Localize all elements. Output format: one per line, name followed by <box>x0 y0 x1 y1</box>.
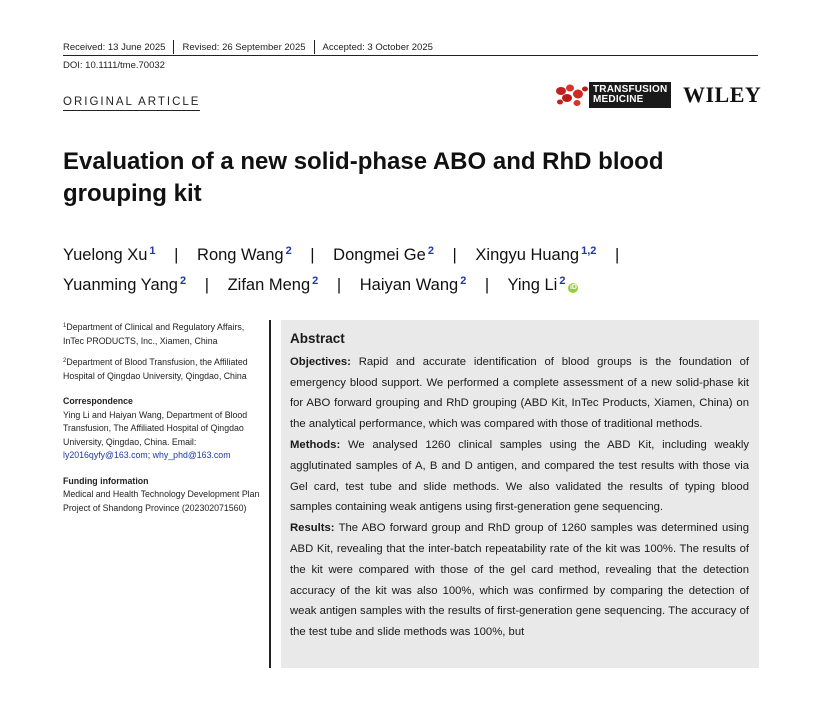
blood-cells-icon <box>555 82 589 108</box>
journal-logo-text: TRANSFUSION MEDICINE <box>589 82 671 108</box>
abstract-results: Results: The ABO forward group and RhD group of 1260 samples was determined using ABD Kit, revealing that the inter-batch repeatability rate of the kit was 100%. The results of the kit were compared with those of the gel card method, revealing that the detection accuracy of the kit was also 100%, which was confirmed by comparing the detection of weak antigen samples with the results of first-generation gene sequencing. The accuracy of the test tube and slide methods was 100%, but <box>290 522 750 639</box>
orcid-icon[interactable]: iD <box>569 284 577 291</box>
author[interactable]: Rong Wang $^2$ <box>197 245 292 264</box>
journal-logo <box>555 82 671 108</box>
author-separator: | <box>204 276 209 294</box>
abstract-box <box>281 320 759 668</box>
article-type: ORIGINAL ARTICLE <box>63 96 200 111</box>
publisher-logo: WILEY <box>683 82 762 107</box>
author-separator: | <box>484 276 490 294</box>
correspondence-heading: Correspondence <box>63 396 133 406</box>
affiliation: $^1$Department of Clinical and Regulatory Affairs, InTec PRODUCTS, Inc., Xiamen, China <box>63 322 245 346</box>
article-history <box>63 40 433 54</box>
author-separator: | <box>452 246 457 264</box>
author-line-2 <box>63 268 763 298</box>
author[interactable]: Dongmei Ge $^2$ <box>333 245 434 264</box>
author-separator: | <box>310 246 315 264</box>
doi[interactable]: DOI: 10.1111/tme.70032 <box>63 60 165 71</box>
author[interactable]: Yuanming Yang $^2$ <box>63 275 187 294</box>
revised-date: Revised: 26 September 2025 <box>182 41 306 53</box>
column-divider <box>269 320 271 668</box>
correspondence-text: Ying Li and Haiyan Wang, Department of Blood Transfusion, The Affiliated Hospital of Qingdao University, Qingdao, China. Email: ly2016qyfy@163.com; why_phd@163.com <box>63 409 248 460</box>
abstract-heading: Abstract <box>290 331 345 346</box>
email-link[interactable]: why_phd@163.com <box>152 450 231 460</box>
funding-text: Medical and Health Technology Development Plan Project of Shandong Province (202302071560) <box>63 489 260 513</box>
affiliation: $^2$Department of Blood Transfusion, the Affiliated Hospital of Qingdao University, Qingdao, China <box>63 357 248 381</box>
sidebar-info <box>63 320 263 522</box>
received-date: Received: 13 June 2025 <box>63 41 166 53</box>
author-list <box>63 238 763 298</box>
author-line-1 <box>63 238 763 268</box>
email-link[interactable]: ly2016qyfy@163.com <box>63 450 148 460</box>
author-separator: | <box>336 276 342 294</box>
divider <box>173 40 174 54</box>
author[interactable]: Xingyu Huang $^{1,2}$ <box>475 245 597 264</box>
author-separator: | <box>614 246 620 264</box>
divider <box>314 40 315 54</box>
article-title: Evaluation of a new solid-phase ABO and RhD blood grouping kit <box>63 148 664 207</box>
accepted-date: Accepted: 3 October 2025 <box>322 41 433 53</box>
funding-heading: Funding information <box>63 475 149 486</box>
author[interactable]: Zifan Meng $^2$ <box>227 275 319 294</box>
author[interactable]: Haiyan Wang $^2$ <box>359 275 467 294</box>
abstract-objectives: Objectives: Rapid and accurate identification of blood groups is the foundation of emergency blood support. We performed a complete assessment of a new solid-phase kit for ABO forward grouping and RhD grouping (ABD Kit, InTec Products, Xiamen, China) on the analytical performance, which was compared with those of traditional methods. <box>290 355 749 431</box>
abstract-methods: Methods: We analysed 1260 clinical samples using the ABD Kit, including weakly agglutinated samples of A, B and D antigen, and compared the test results with those via Gel card, test tube and slide methods. We also validated the results of typing blood samples containing weak antigens using first-generation gene sequencing. <box>290 438 749 514</box>
header-rule <box>63 55 758 56</box>
author-separator: | <box>174 246 179 264</box>
author[interactable]: Ying Li $^2$iD <box>507 275 577 294</box>
author[interactable]: Yuelong Xu $^1$ <box>63 245 156 264</box>
